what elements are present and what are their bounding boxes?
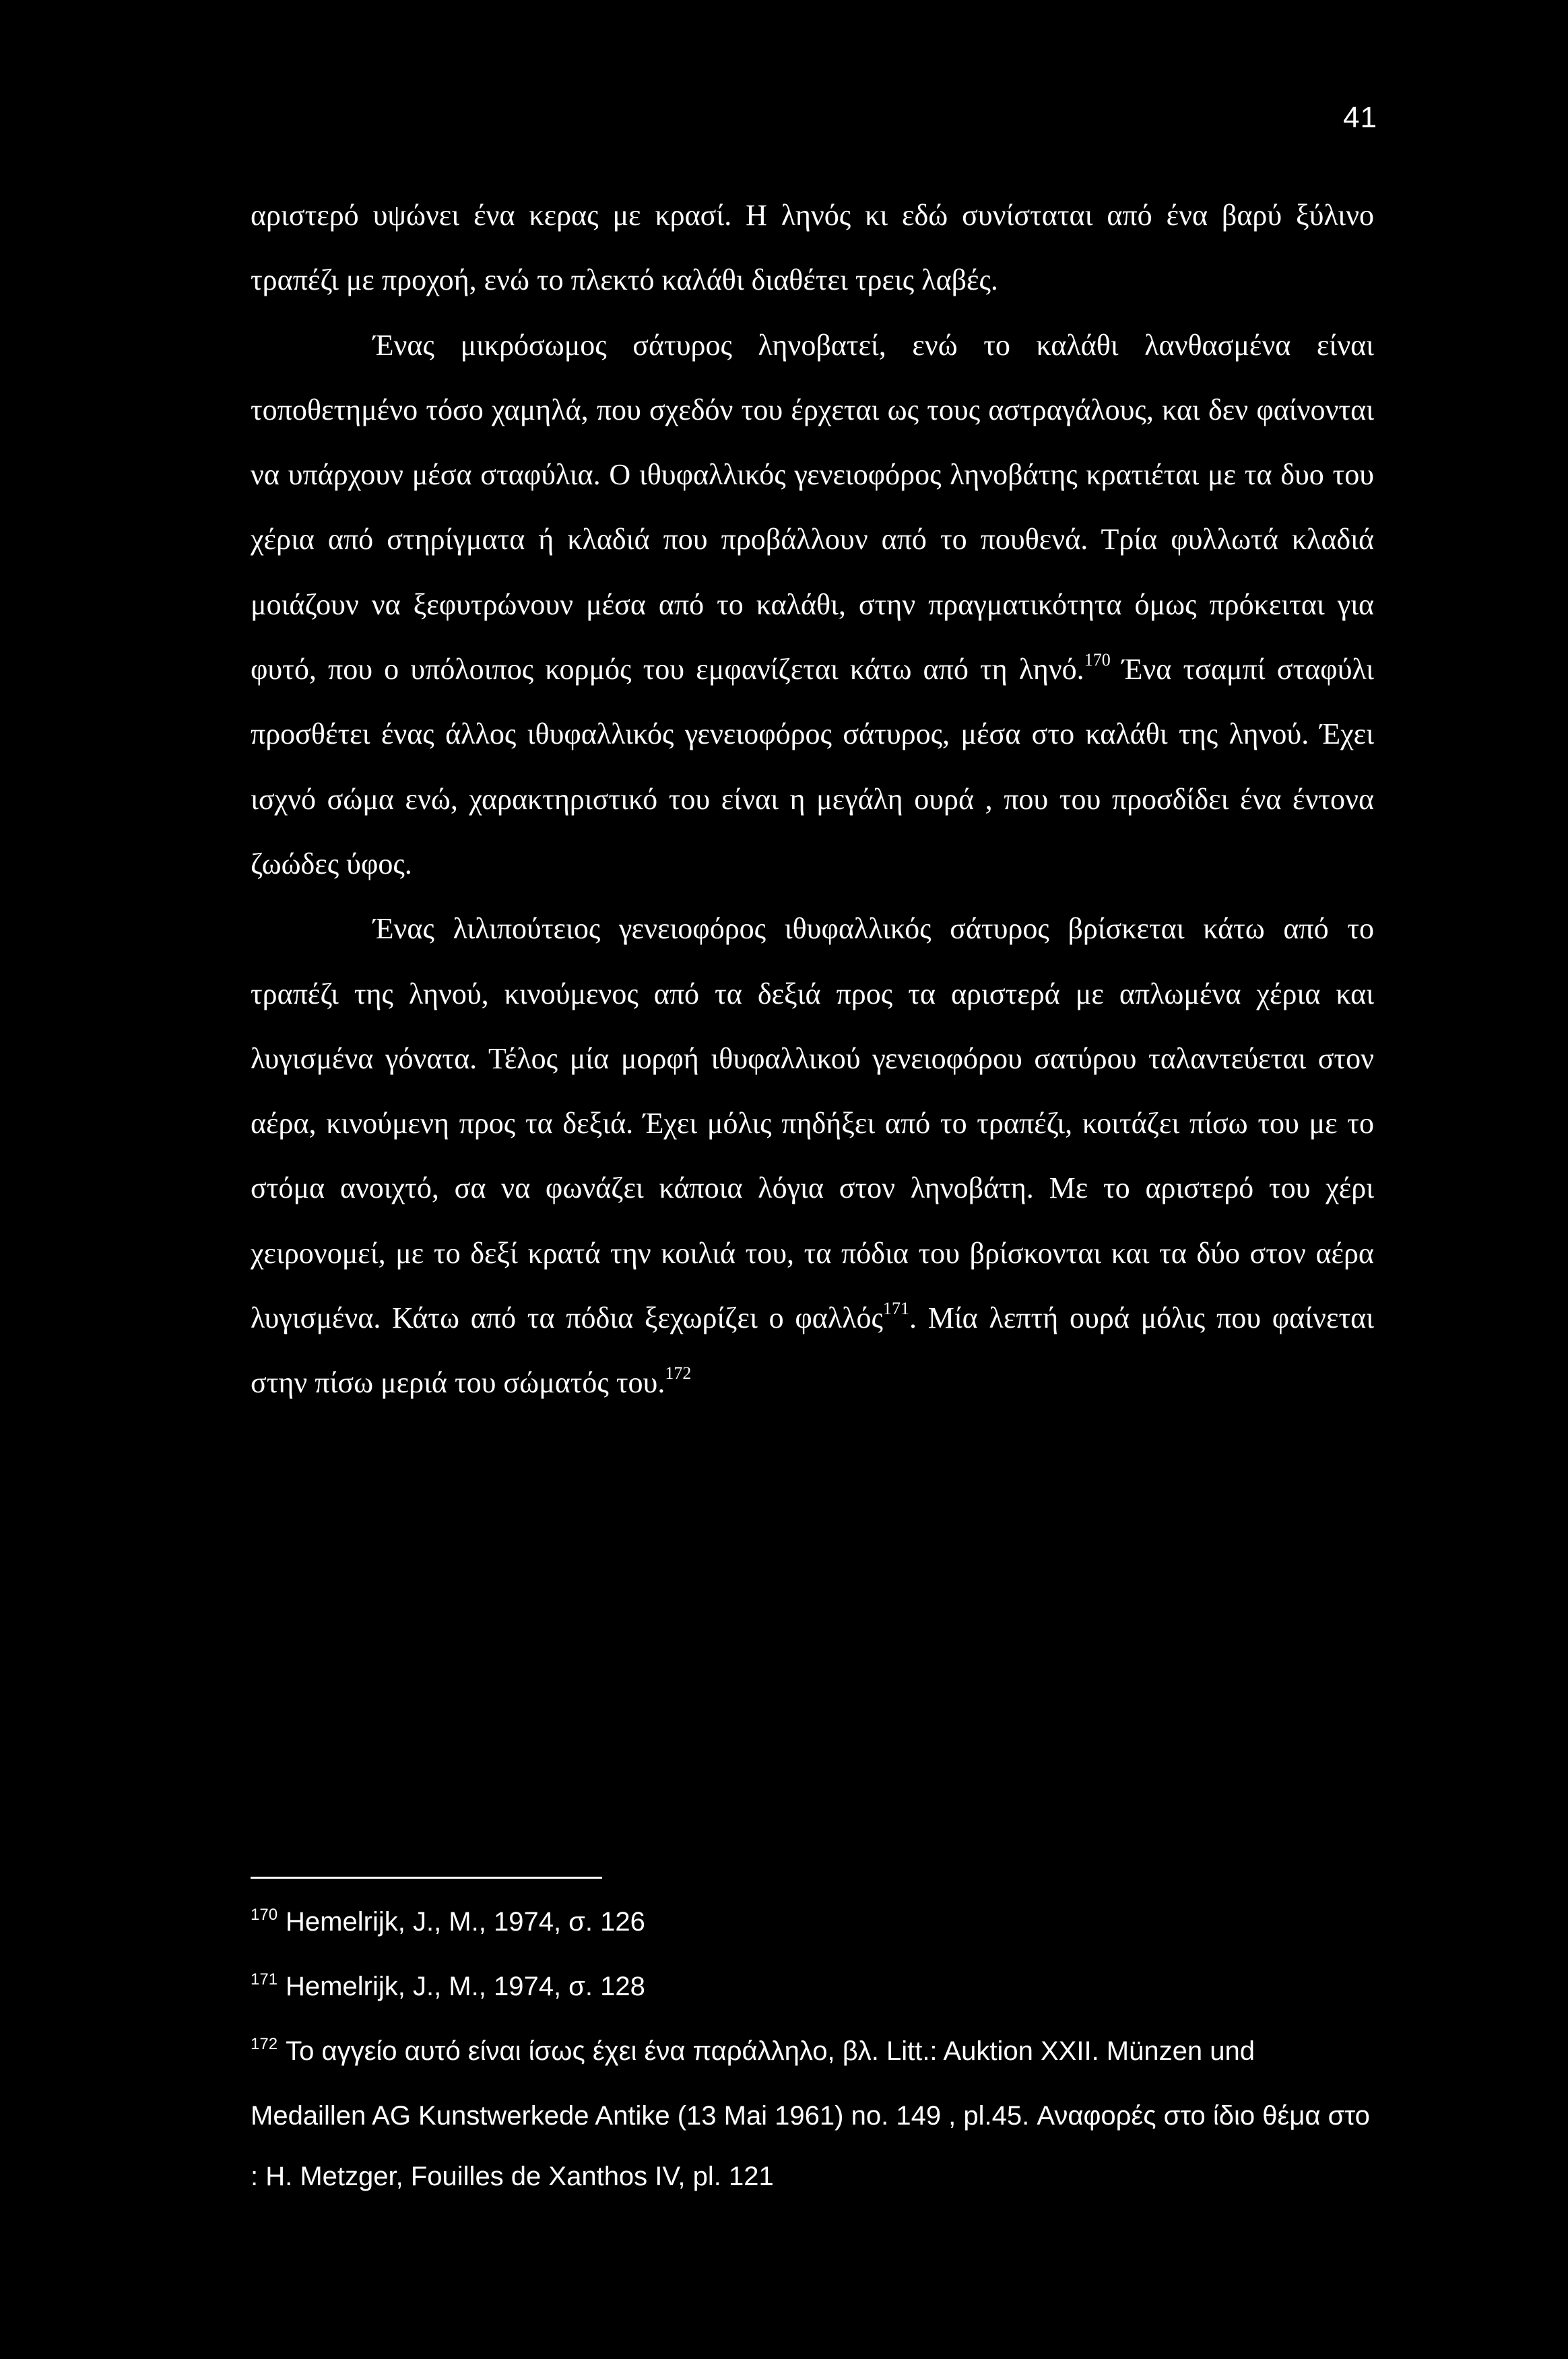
paragraph-1 <box>251 183 1374 313</box>
footnote-separator <box>251 1877 602 1879</box>
footnote-mark: 172 <box>251 2035 278 2053</box>
paragraph-1-text: αριστερό υψώνει ένα κερας με κρασί. Η ληνός κι εδώ συνίσταται από ένα βαρύ ξύλινο τραπέζι με προχοή, ενώ το πλεκτό καλάθι διαθέτει τρεις λαβές. <box>251 199 1374 297</box>
page-number: 41 <box>1343 101 1377 134</box>
footnote-170 <box>251 1892 1374 1956</box>
footnote-text: Το αγγείο αυτό είναι ίσως έχει ένα παράλληλο, βλ. Litt.: Auktion XXII. Münzen und Medaillen AG Kunstwerkede Antike (13 Mai 1961) no. 149 , pl.45. Αναφορές στο ίδιο θέμα στο : H. Metzger, Fouilles de Xanthos IV, pl. 121 <box>251 2036 1370 2191</box>
footnotes <box>251 1892 1374 2207</box>
footnote-text: Hemelrijk, J., M., 1974, σ. 126 <box>286 1907 645 1937</box>
body-text <box>251 183 1374 1416</box>
paragraph-3-text-b: . Μία λεπτή ουρά μόλις που φαίνεται στην πίσω μεριά του σώματός του. <box>251 1301 1374 1400</box>
footnote-ref-170[interactable]: 170 <box>1084 650 1111 670</box>
footnote-172 <box>251 2021 1374 2207</box>
paragraph-3 <box>251 897 1374 1415</box>
paragraph-3-text-a: Ένας λιλιπούτειος γενειοφόρος ιθυφαλλικός σάτυρος βρίσκεται κάτω από το τραπέζι της ληνού, κινούμενος από τα δεξιά προς τα αριστερά με απλωμένα χέρια και λυγισμένα γόνατα. Τέλος μία μορφή ιθυφαλλικού γενειοφόρου σατύρου ταλαντεύεται στον αέρα, κινούμενη προς τα δεξιά. Έχει μόλις πηδήξει από το τραπέζι, κοιτάζει πίσω του με το στόμα ανοιχτό, σα να φωνάζει κάποια λόγια στον ληνοβάτη. Με το αριστερό του χέρι χειρονομεί, με το δεξί κρατά την κοιλιά του, τα πόδια του βρίσκονται και τα δύο στον αέρα λυγισμένα. Κάτω από τα πόδια ξεχωρίζει ο φαλλός <box>251 912 1374 1335</box>
footnote-171 <box>251 1956 1374 2021</box>
paragraph-2 <box>251 313 1374 897</box>
footnote-ref-171[interactable]: 171 <box>882 1299 909 1319</box>
paragraph-2-text-b: Ένα τσαμπί σταφύλι προσθέτει ένας άλλος ιθυφαλλικός γενειοφόρος σάτυρος, μέσα στο καλάθι της ληνού. Έχει ισχνό σώμα ενώ, χαρακτηριστικό του είναι η μεγάλη ουρά , που του προσδίδει ένα έντονα ζωώδες ύφος. <box>251 653 1374 880</box>
footnote-ref-172[interactable]: 172 <box>665 1363 692 1384</box>
paragraph-2-text-a: Ένας μικρόσωμος σάτυρος ληνοβατεί, ενώ το καλάθι λανθασμένα είναι τοποθετημένο τόσο χαμηλά, που σχεδόν του έρχεται ως τους αστραγάλους, και δεν φαίνονται να υπάρχουν μέσα σταφύλια. Ο ιθυφαλλικός γενειοφόρος ληνοβάτης κρατιέται με τα δυο του χέρια από στηρίγματα ή κλαδιά που προβάλλουν από το πουθενά. Τρία φυλλωτά κλαδιά μοιάζουν να ξεφυτρώνουν μέσα από το καλάθι, στην πραγματικότητα όμως πρόκειται για φυτό, που ο υπόλοιπος κορμός του εμφανίζεται κάτω από τη ληνό. <box>251 328 1374 686</box>
footnote-mark: 170 <box>251 1906 278 1924</box>
footnote-text: Hemelrijk, J., M., 1974, σ. 128 <box>286 1972 645 2001</box>
footnote-mark: 171 <box>251 1970 278 1989</box>
